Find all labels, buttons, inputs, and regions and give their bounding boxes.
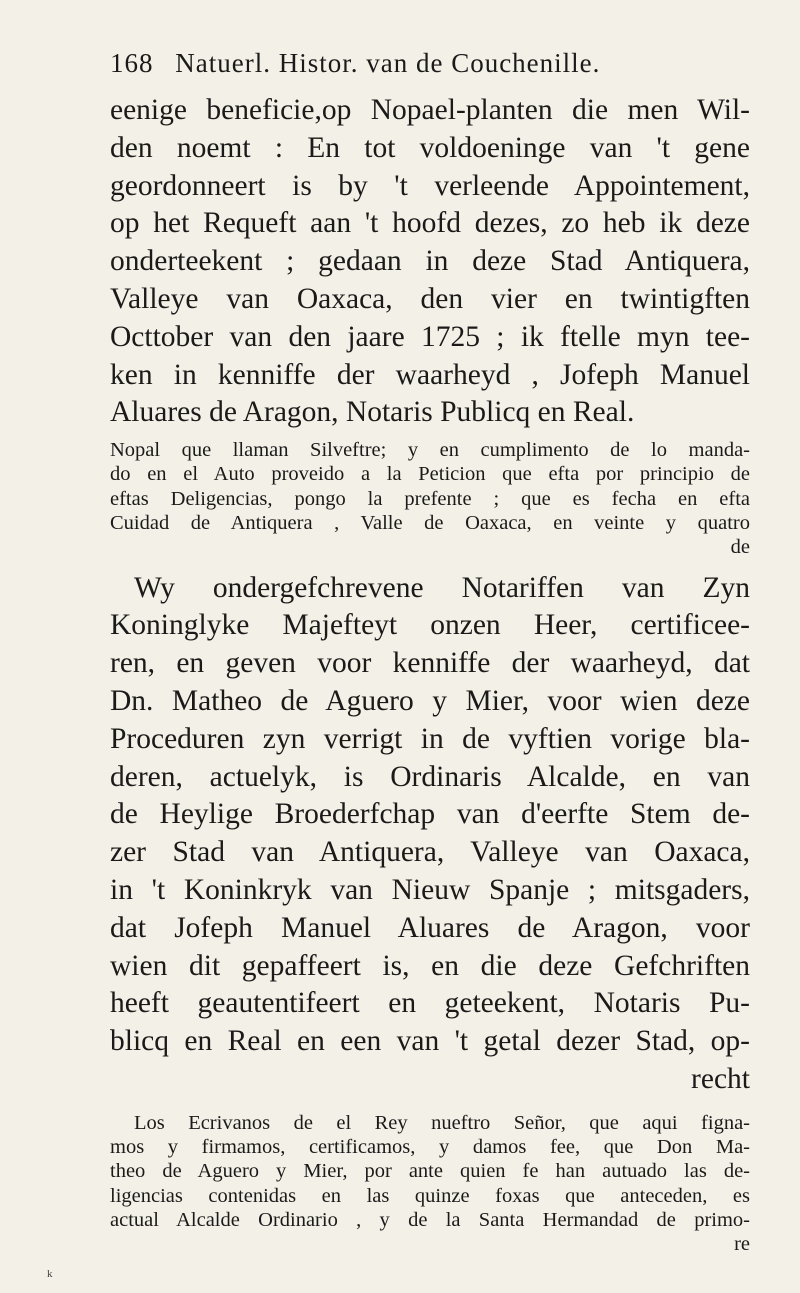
text-line: blicq en Real en een van 't getal dezer Stad, op- — [110, 1025, 750, 1058]
text-line: eftas Deligencias, pongo la prefente ; que es fecha en efta — [110, 487, 750, 510]
text-line: Wy ondergefchrevene Notariffen van Zyn — [134, 571, 750, 604]
catchword: de — [730, 536, 750, 559]
text-line: op het Requeft aan 't hoofd dezes, zo heb ik deze — [110, 207, 750, 240]
text-line: Aluares de Aragon, Notaris Publicq en Real. — [110, 396, 635, 429]
dutch-paragraph-1 — [110, 92, 750, 432]
text-line: Los Ecrivanos de el Rey nueftro Señor, que aqui figna- — [134, 1111, 750, 1134]
text-line: deren, actuelyk, is Ordinaris Alcalde, en van — [110, 760, 750, 793]
text-line: onderteekent ; gedaan in deze Stad Antiquera, — [110, 245, 750, 278]
dutch-paragraph-2 — [110, 570, 750, 1099]
spanish-note-1 — [110, 438, 750, 559]
text-line: heeft geautentifeert en geteekent, Notaris Pu- — [110, 987, 750, 1020]
text-line: Koninglyke Majefteyt onzen Heer, certificee- — [110, 609, 750, 642]
margin-mark: k — [47, 1268, 53, 1280]
text-line: wien dit gepaffeert is, en die deze Gefchriften — [110, 949, 750, 982]
text-line: ken in kenniffe der waarheyd , Jofeph Manuel — [110, 358, 750, 391]
text-line: Proceduren zyn verrigt in de vyftien vorige bla- — [110, 722, 750, 755]
text-line: do en el Auto proveido a la Peticion que efta por principio de — [110, 463, 750, 486]
text-line: in 't Koninkryk van Nieuw Spanje ; mitsgaders, — [110, 874, 750, 907]
catchword: re — [734, 1233, 750, 1256]
text-line: Nopal que llaman Silveftre; y en cumplimento de lo manda- — [110, 439, 750, 462]
running-header — [110, 48, 750, 79]
text-line: mos y firmamos, certificamos, y damos fee, que Don Ma- — [110, 1136, 750, 1159]
text-line: actual Alcalde Ordinario , y de la Santa Hermandad de primo- — [110, 1209, 750, 1231]
page-body — [110, 92, 750, 1257]
text-line: geordonneert is by 't verleende Appointement, — [110, 169, 750, 202]
text-line: Octtober van den jaare 1725 ; ik ftelle myn tee- — [110, 320, 750, 353]
text-line: eenige beneficie,op Nopael-planten die men Wil- — [110, 94, 750, 126]
running-title: Natuerl. Histor. van de Couchenille. — [175, 48, 601, 78]
spanish-note-2 — [110, 1111, 750, 1257]
text-line: ligencias contenidas en las quinze foxas que anteceden, es — [110, 1184, 750, 1207]
text-line: theo de Aguero y Mier, por ante quien fe han autuado las de- — [110, 1160, 750, 1183]
text-line: Valleye van Oaxaca, den vier en twintigften — [110, 282, 750, 315]
catchword: recht — [691, 1063, 750, 1096]
page-number: 168 — [110, 48, 154, 78]
text-line: Cuidad de Antiquera , Valle de Oaxaca, en veinte y quatro — [110, 512, 750, 535]
text-line: ren, en geven voor kenniffe der waarheyd, dat — [110, 647, 750, 680]
text-line: de Heylige Broederfchap van d'eerfte Stem de- — [110, 798, 750, 831]
text-line: den noemt : En tot voldoeninge van 't gene — [110, 131, 750, 164]
text-line: dat Jofeph Manuel Aluares de Aragon, voor — [110, 911, 750, 944]
text-line: Dn. Matheo de Aguero y Mier, voor wien deze — [110, 685, 750, 718]
text-line: zer Stad van Antiquera, Valleye van Oaxaca, — [110, 836, 750, 869]
